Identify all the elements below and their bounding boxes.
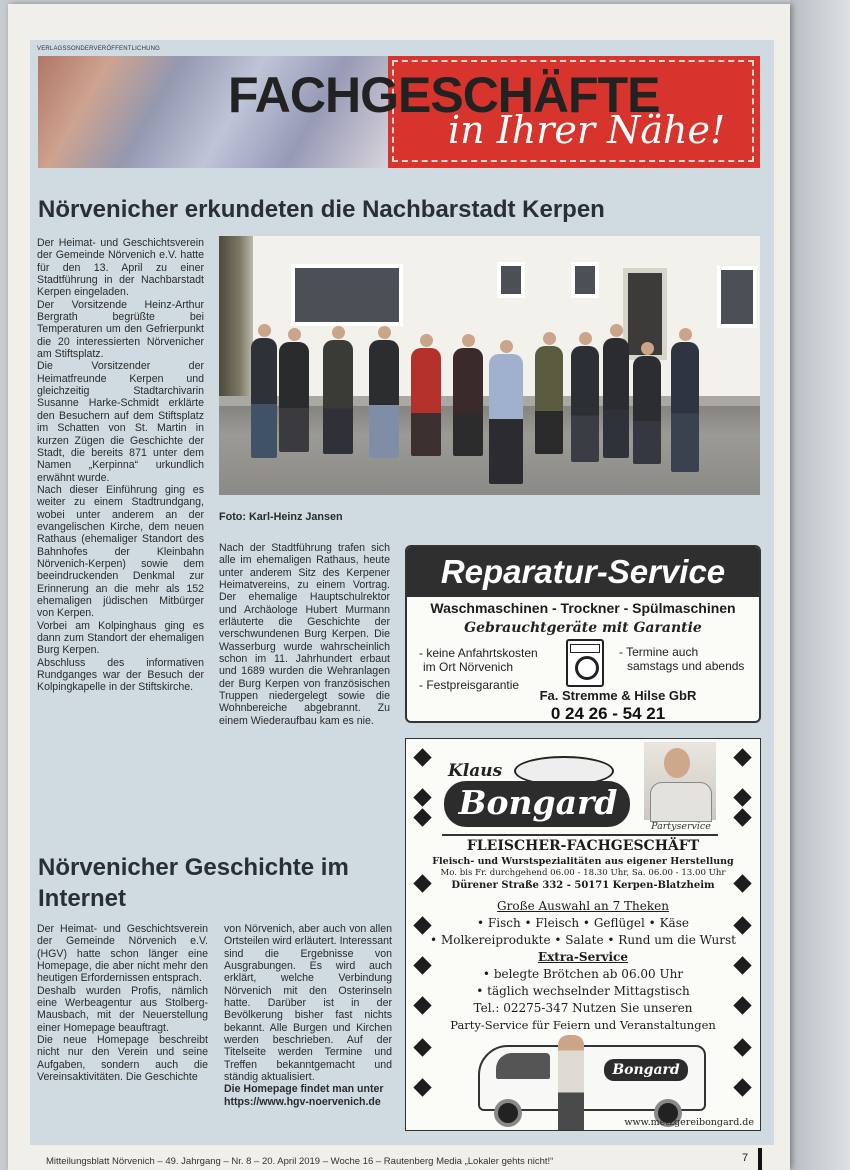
homepage-link-text: Die Homepage findet man unter https://www.hgv-noervenich.de: [224, 1083, 384, 1108]
kicker-label: VERLAGSSONDERVERÖFFENTLICHUNG: [37, 46, 161, 52]
butcher-party-service: Party-Service für Feiern und Veranstaltungen: [450, 1018, 716, 1032]
banner-title: FACHGESCHÄFTE: [228, 67, 660, 123]
article1-paragraph: Vorbei am Kolpinghaus ging es dann zum Standort der ehemaligen Burg Kerpen.: [37, 619, 204, 657]
divider: [442, 834, 718, 836]
butcher-website: www.metzgereibongard.de: [624, 1117, 754, 1128]
repair-ad-note: - Festpreisgarantie: [419, 678, 520, 692]
article2-paragraph: Der Heimat- und Geschichtsverein der Gemeinde Nörvenich e.V. (HGV) hatte schon länger eine Homepage, die aber nicht mehr den heutigen Erfordernissen entsprach.: [37, 923, 208, 985]
article1-paragraph: Nach der Stadtführung trafen sich alle im ehemaligen Rathaus, heute unter anderem Sitz des Kerpener Heimatvereins, zu einem Vortrag. Der ehemalige Hauptschulrektor und Archäologe Hubert Murmann erläuterte die Geschichte der verschwundenen Burg Kerpen. Die Wasserburg wurde wahrscheinlich schon im 11. Jahrhundert erbaut und 1689 wurden die Wehranlagen der Burg Kerpen von französischen Truppen niedergelegt sowie die Wohnbereiche abgebrannt. Zu einem Wiederaufbau kam es nie.: [219, 542, 390, 727]
butcher-address: Dürener Straße 332 - 50171 Kerpen-Blatzheim: [451, 880, 715, 891]
partyservice-label: Partyservice: [651, 821, 711, 832]
washing-machine-icon: [566, 639, 604, 687]
repair-ad-guarantee: Gebrauchtgeräte mit Garantie: [464, 620, 702, 636]
article1-column-2: [219, 542, 390, 727]
butcher-extra-item: • täglich wechselnder Mittagstisch: [476, 984, 690, 998]
banner-subtitle: in Ihrer Nähe!: [448, 108, 726, 152]
butcher-heading: FLEISCHER-FACHGESCHÄFT: [466, 838, 700, 854]
article1-paragraph: Die Vorsitzender der Heimatfreunde Kerpen und gleichzeitig Stadtarchivarin Susanne Harke-Schmidt erklärte den Besuchern auf dem Stiftsplatz im Schatten von St. Martin in kurzen Zügen die Geschichte der Stadt, die bereits 871 unter dem Namen „Kerpinna“ urkundlich erwähnt wurde.: [37, 360, 204, 484]
repair-ad-phone: 0 24 26 - 54 21: [550, 704, 666, 723]
article2-paragraph: Die neue Homepage beschreibt nicht nur den Verein und seine Aufgaben, sondern auch die Vereinsaktivitäten. Die Geschichte: [37, 1034, 208, 1084]
butcher-ad: [405, 738, 761, 1131]
repair-ad-note: samstags und abends: [627, 659, 745, 673]
butcher-portrait: [644, 742, 716, 820]
butcher-extra-service: Extra-Service: [537, 950, 629, 964]
butcher-specialties: Fleisch- und Wurstspezialitäten aus eigener Herstellung: [432, 856, 734, 867]
article1-paragraph: Nach dieser Einführung ging es weiter zu einem Stadtrundgang, wobei unter anderem an der evangelischen Kirche, dem neuen Rathaus (ehemaliger Standort des Bahnhofes der Kleinbahn Nörvenich-Kerpen) sowie dem beeindruckenden Denkmal zur Erinnerung an die mehr als 152 ehemaligen jüdischen Mitbürger von Kerpen.: [37, 483, 204, 620]
page-edge-bar: [758, 1148, 762, 1170]
repair-ad-note: im Ort Nörvenich: [423, 660, 514, 674]
person-figure: [558, 1035, 584, 1131]
butcher-extra-item: • belegte Brötchen ab 06.00 Uhr: [482, 967, 684, 981]
article1-column-1: [37, 237, 204, 694]
butcher-first-name: Klaus: [448, 761, 503, 781]
repair-ad-note: - keine Anfahrtskosten: [419, 646, 538, 660]
article1-paragraph: Abschluss des informativen Rundganges war der Besuch der Kolpingkapelle in der Stiftskirche.: [37, 656, 204, 694]
van-logo: Bongard: [604, 1059, 688, 1081]
butcher-logo-name: Bongard: [458, 783, 618, 822]
photo-caption: Foto: Karl-Heinz Jansen: [219, 511, 343, 523]
background-edge: [790, 0, 850, 1170]
section-banner: [38, 56, 760, 168]
article1-headline: Nörvenicher erkundeten die Nachbarstadt Kerpen: [38, 196, 605, 223]
article1-paragraph: Der Vorsitzende Heinz-Arthur Bergrath begrüßte bei Temperaturen um den Gefrierpunkt die 20 interessierten Nörvenicher am Stiftsplatz.: [37, 298, 204, 361]
butcher-items: • Molkereiprodukte • Salate • Rund um die Wurst: [430, 933, 736, 947]
article2-paragraph: Deshalb wurden Profis, nämlich eine Werbeagentur aus Stolberg-Mausbach, mit der Neuerstellung einer Homepage beauftragt.: [37, 984, 208, 1034]
article2-column-1: [37, 923, 208, 1083]
article2-column-2: [224, 923, 392, 1108]
page-number: 7: [742, 1152, 749, 1164]
butcher-phone: Tel.: 02275-347 Nutzen Sie unseren: [473, 1001, 693, 1015]
butcher-hours: Mo. bis Fr. durchgehend 06.00 - 18.30 Uhr, Sa. 06.00 - 13.00 Uhr: [440, 868, 726, 878]
butcher-selection: Große Auswahl an 7 Theken: [497, 899, 669, 913]
repair-ad-note: - Termine auch: [619, 645, 699, 659]
group-photo: [219, 236, 760, 495]
page-footer: Mitteilungsblatt Nörvenich – 49. Jahrgang – Nr. 8 – 20. April 2019 – Woche 16 – Rautenberg Media „Lokaler gehts nicht!“: [46, 1156, 554, 1167]
article2-paragraph: von Nörvenich, aber auch von allen Ortsteilen wird erläutert. Interessant sind die Ergebnisse von Ausgrabungen. Es wird auch erklärt, welche Verbindung Nörvenich mit den Osterinseln hatte. Darüber ist in der Bevölkerung bisher fast nichts bekannt. Alle Burgen und Kirchen werden beschrieben. Auf der Titelseite werden Termine und Treffen bekanntgemacht und ständig aktualisiert.: [224, 923, 392, 1084]
repair-ad-title: Reparatur-Service: [440, 553, 726, 590]
butcher-items: • Fisch • Fleisch • Geflügel • Käse: [477, 916, 689, 930]
repair-service-ad: [405, 545, 761, 723]
repair-ad-appliances: Waschmaschinen - Trockner - Spülmaschinen: [430, 600, 736, 616]
repair-ad-company: Fa. Stremme & Hilse GbR: [539, 688, 697, 703]
article2-headline: Nörvenicher Geschichte im Internet: [38, 854, 349, 912]
article1-paragraph: Der Heimat- und Geschichtsverein der Gemeinde Nörvenich e.V. hatte für den 13. April zu einer Stadtführung in der Nachbarstadt Kerpen eingeladen.: [37, 237, 204, 299]
